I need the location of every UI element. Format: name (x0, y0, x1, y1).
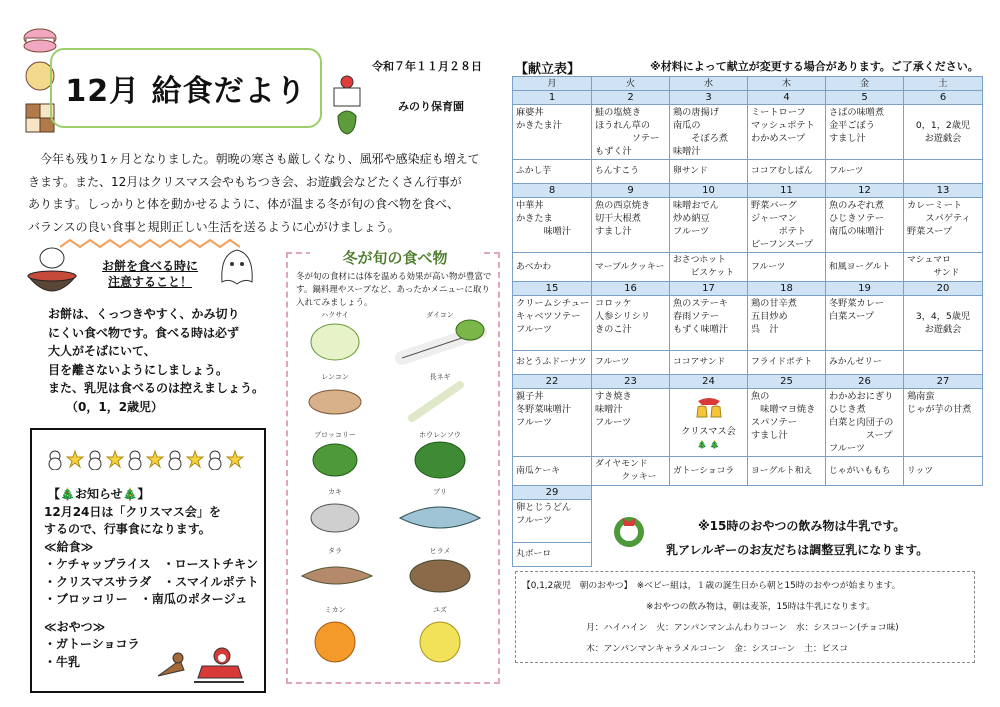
mochi-heading-line: お餅を食べる時に (101, 259, 198, 273)
notice-heading: 【🎄お知らせ🎄】 (48, 487, 150, 501)
snack-cell (904, 351, 983, 375)
date-cell: 18 (748, 282, 826, 296)
snack-cell: ヨーグルト和え (748, 457, 826, 486)
meal-cell: 鮭の塩焼き ほうれん草の ソテー もずく汁 (592, 105, 670, 160)
meal-item: ・ブロッコリー ・南瓜のポタージュ (44, 592, 248, 606)
mochi-line: また、乳児は食べるのは控えましょう。 (48, 381, 265, 395)
date-cell: 6 (904, 91, 983, 105)
snack-cell: ふかし芋 (513, 160, 592, 184)
snack-cell: じゃがいももち (826, 457, 904, 486)
intro-line: 今年も残り1ヶ月となりました。朝晩の寒さも厳しくなり、風邪や感染症も増えて (40, 152, 480, 166)
weekday-cell: 火 (592, 77, 670, 91)
infant-snack-line: ※おやつの飲み物は，朝は麦茶，15時は牛乳になります。 (646, 602, 875, 612)
weekday-cell: 月 (513, 77, 592, 91)
meal-cell: コロッケ 人参シリシリ きのこ汁 (592, 296, 670, 351)
date-cell: 25 (748, 375, 826, 389)
intro-line: あります。しっかりと体を動かせるように、体が温まる冬が旬の食べ物を食べ、 (28, 197, 460, 211)
snack-item: ・牛乳 (44, 654, 81, 669)
snack-cell: みかんゼリー (826, 351, 904, 375)
weekday-cell: 水 (670, 77, 748, 91)
snack-cell: フライドポテト (748, 351, 826, 375)
meal-cell: 0，1，2歳児 お遊戯会 (904, 105, 983, 160)
meal-heading: ≪給食≫ (44, 539, 94, 554)
veg-label: ホウレンソウ (419, 431, 461, 439)
snack-cell: 南瓜ケーキ (513, 457, 592, 486)
note-line: 乳アレルギーのお友だちは調整豆乳になります。 (666, 543, 929, 557)
meal-cell: ミートローフ マッシュポテト わかめスープ (748, 105, 826, 160)
notice-line: するので、行事食になります。 (44, 522, 211, 536)
mochi-line: 目を離さないようにしましょう。 (48, 362, 229, 377)
mochi-line: お餅は、くっつきやすく、かみ切り (48, 307, 240, 321)
meal-item: ・ケチャップライス ・ローストチキン (44, 557, 258, 571)
tree-icon: 🎄 🎄 (697, 439, 720, 449)
meal-cell: 鶏の唐揚げ 南瓜の そぼろ煮 味噌汁 (670, 105, 748, 160)
infant-snack-text (522, 576, 972, 660)
date-cell: 29 (513, 486, 592, 500)
intro-text (28, 148, 490, 238)
snack-item: ・ガトーショコラ (44, 637, 140, 651)
infant-snack-line: 【0,1,2歳児 朝のおやつ】 ※ベビー組は，１歳の誕生日から朝と15時のおやつが始まります。 (522, 581, 901, 591)
santa-sleigh-illustration (150, 640, 250, 688)
meal-cell: 野菜バーグ ジャーマン ポテト ビーフンスープ (748, 198, 826, 253)
snack-cell: あべかわ (513, 253, 592, 282)
menu-note: ※材料によって献立が変更する場合があります。ご了承ください。 (650, 60, 979, 73)
snack-cell: マシュマロ サンド (904, 253, 983, 282)
meal-cell: さばの味噌煮 金平ごぼう すまし汁 (826, 105, 904, 160)
meal-cell: すき焼き 味噌汁 フルーツ (592, 389, 670, 457)
snack-cell: フルーツ (826, 160, 904, 184)
christmas-cell (670, 389, 748, 457)
christmas-label: クリスマス会 (681, 425, 736, 437)
date-cell: 12 (826, 184, 904, 198)
snack-cell: マーブルクッキー (592, 253, 670, 282)
date-cell: 17 (670, 282, 748, 296)
veg-label: ハクサイ (321, 311, 349, 319)
snack-row (513, 253, 983, 282)
menu-table (512, 76, 983, 567)
wreath-illustration (612, 512, 646, 548)
intro-line: きます。また、12月はクリスマス会やもちつき会、お遊戯会などたくさん行事が (28, 174, 462, 189)
date-cell: 5 (826, 91, 904, 105)
meal-cell: 中華丼 かきたま 味噌汁 (513, 198, 592, 253)
meal-cell: クリームシチュー キャベツソテー フルーツ (513, 296, 592, 351)
snack-cell (904, 160, 983, 184)
milk-notes (590, 514, 985, 562)
meal-cell: わかめおにぎり ひじき煮 白菜と肉団子の スープ フルーツ (826, 389, 904, 457)
date-row (513, 375, 983, 389)
date-cell: 3 (670, 91, 748, 105)
snack-cell: ダイヤモンド クッキー (592, 457, 670, 486)
date-row (513, 91, 983, 105)
weekday-cell: 土 (904, 77, 983, 91)
snack-cell: ちんすこう (592, 160, 670, 184)
meal-row (513, 198, 983, 253)
meal-row (513, 296, 983, 351)
veg-label: ユズ (433, 606, 447, 614)
seasonal-food-drawings (290, 300, 496, 682)
meal-cell: 3，4，5歳児 お遊戯会 (904, 296, 983, 351)
meal-cell: 親子丼 冬野菜味噌汁 フルーツ (513, 389, 592, 457)
meal-item: ・クリスマスサラダ ・スマイルポテト (44, 574, 259, 589)
date-cell: 4 (748, 91, 826, 105)
date-cell: 27 (904, 375, 983, 389)
snack-cell: 丸ボーロ (513, 543, 592, 567)
meal-cell: 魚の西京焼き 切干大根煮 すまし汁 (592, 198, 670, 253)
veg-label: ブロッコリー (314, 431, 356, 439)
date-row (513, 184, 983, 198)
meal-cell: 魚のみぞれ煮 ひじきソテー 南瓜の味噌汁 (826, 198, 904, 253)
seasonal-food-title: 冬が旬の食べ物 (310, 247, 480, 268)
meal-row (513, 389, 983, 457)
snack-cell: フルーツ (592, 351, 670, 375)
veg-label: ダイコン (426, 311, 454, 319)
meal-cell: 卵とじうどん フルーツ (513, 500, 592, 543)
infant-snack-line: 月：ハイハイン 火：アンパンマンふんわりコーン 水：シスコーン(チョコ味) (586, 623, 899, 633)
meal-cell: 魚の 味噌マヨ焼き スパソテー すまし汁 (748, 389, 826, 457)
mochi-bowl-illustration (22, 244, 82, 304)
snack-heading: ≪おやつ≫ (44, 619, 106, 634)
date-cell: 16 (592, 282, 670, 296)
ghost-mochi-illustration (212, 242, 262, 292)
date-cell: 9 (592, 184, 670, 198)
veg-label: ヒラメ (429, 547, 451, 555)
seasonal-food-description: 冬が旬の食材には体を温める効果が高い物が豊富です。鍋料理やスープなど、あったかメニューに取り入れてみましょう。 (296, 272, 492, 308)
mochi-line: （0，1，2歳児） (66, 399, 164, 414)
veg-label: レンコン (321, 373, 349, 381)
date-cell: 10 (670, 184, 748, 198)
mochi-line: 大人がそばにいて、 (48, 344, 156, 358)
weekday-row (513, 77, 983, 91)
meal-cell: 鶏の甘辛煮 五目炒め 呉 汁 (748, 296, 826, 351)
date-cell: 15 (513, 282, 592, 296)
meal-cell: 味噌おでん 炒め納豆 フルーツ (670, 198, 748, 253)
intro-line: バランスの良い食事と規則正しい生活を送るように心がけましょう。 (28, 219, 400, 234)
mochi-warning-text (48, 305, 273, 416)
mochi-heading-line: 注意すること！ (107, 275, 192, 289)
notice-line: 12月24日は「クリスマス会」を (44, 504, 221, 519)
seasonal-food-grid (290, 300, 496, 682)
veg-label: ミカン (324, 606, 346, 614)
date-row (513, 486, 983, 500)
veg-label: 長ネギ (429, 373, 451, 381)
mochi-heading (95, 258, 205, 290)
veg-label: ブリ (433, 488, 447, 496)
date-cell: 8 (513, 184, 592, 198)
mochi-line: にくい食べ物です。食べる時は必ず (48, 325, 240, 340)
page-title: 12月 給食だより (50, 48, 322, 128)
snack-cell: リッツ (904, 457, 983, 486)
school-name: みのり保育園 (398, 100, 464, 113)
menu-title: 【献立表】 (515, 62, 581, 77)
meal-row (513, 105, 983, 160)
veg-label: カキ (328, 488, 342, 496)
meal-cell: カレーミート スパゲティ 野菜スープ (904, 198, 983, 253)
date-cell: 20 (904, 282, 983, 296)
meal-cell: 冬野菜カレー 白菜スープ (826, 296, 904, 351)
snack-row (513, 457, 983, 486)
snack-cell: ココアサンド (670, 351, 748, 375)
date-cell: 2 (592, 91, 670, 105)
snack-cell: おとうふドーナツ (513, 351, 592, 375)
snack-cell: おさつホット ビスケット (670, 253, 748, 282)
date-cell: 1 (513, 91, 592, 105)
veg-label: タラ (328, 547, 342, 555)
weekday-cell: 金 (826, 77, 904, 91)
snack-row (513, 160, 983, 184)
note-line: ※15時のおやつの飲み物は牛乳です。 (698, 519, 906, 533)
snack-cell: 卵サンド (670, 160, 748, 184)
bell-icon (692, 395, 726, 421)
snack-row (513, 351, 983, 375)
date-cell: 11 (748, 184, 826, 198)
snowman-star-decoration (45, 448, 250, 470)
date-cell: 19 (826, 282, 904, 296)
date-cell: 23 (592, 375, 670, 389)
date-row (513, 282, 983, 296)
snack-cell: ガトーショコラ (670, 457, 748, 486)
infant-snack-line: 木：アンパンマンキャラメルコーン 金：シスコーン 土：ビスコ (586, 644, 849, 654)
date-cell: 26 (826, 375, 904, 389)
snack-cell: ココアむしぱん (748, 160, 826, 184)
snack-cell: フルーツ (748, 253, 826, 282)
date-cell: 22 (513, 375, 592, 389)
meal-cell: 鶏南蛮 じゃが芋の甘煮 (904, 389, 983, 457)
date-cell: 13 (904, 184, 983, 198)
meal-cell: 魚のステーキ 春雨ソテー もずく味噌汁 (670, 296, 748, 351)
date-cell: 24 (670, 375, 748, 389)
snack-cell: 和風ヨーグルト (826, 253, 904, 282)
date: 令和７年１１月２８日 (372, 60, 482, 73)
weekday-cell: 木 (748, 77, 826, 91)
cake-illustration (330, 66, 364, 136)
meal-cell: 麻婆丼 かきたま汁 (513, 105, 592, 160)
